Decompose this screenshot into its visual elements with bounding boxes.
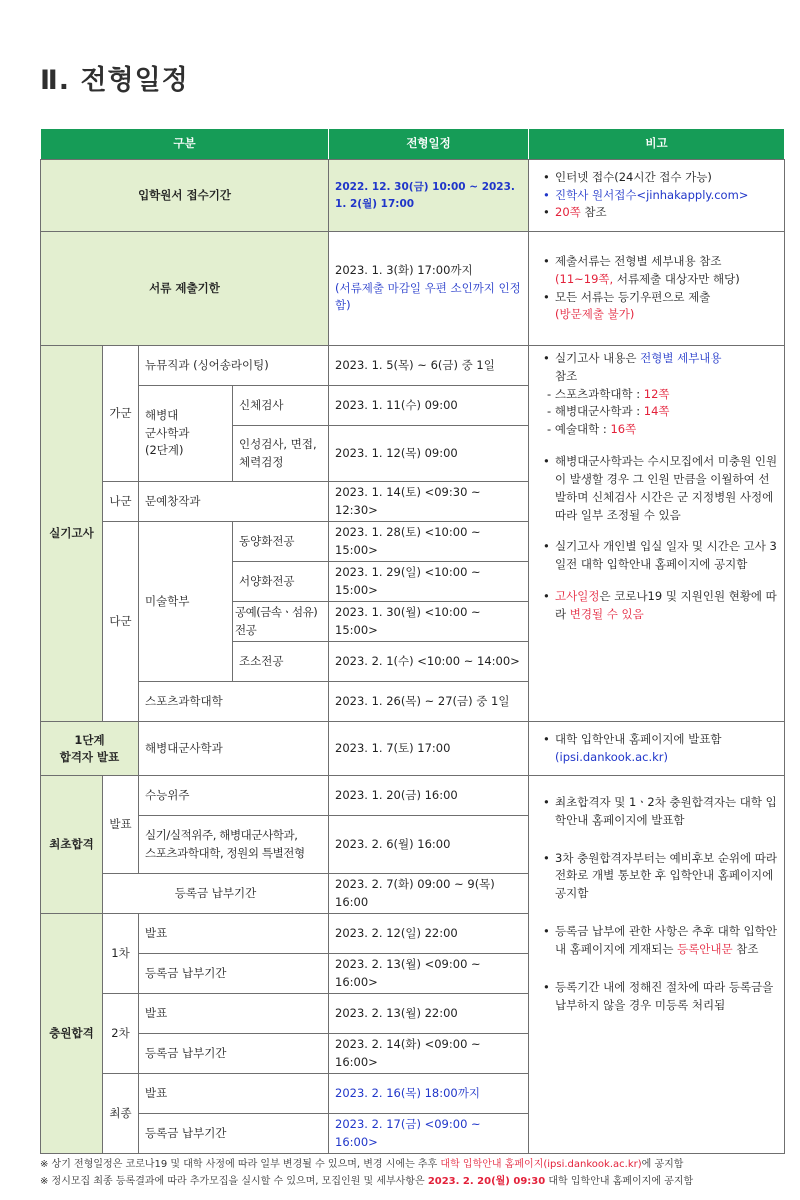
round1-label: 1차 <box>103 914 139 994</box>
western-label: 서양화전공 <box>233 562 329 602</box>
newmusic-label: 뉴뮤직과 (싱어송라이팅) <box>139 346 329 386</box>
final-note-2: • 3차 충원합격자부터는 예비후보 순위에 따라 전화로 개별 통보한 후 입학안내 홈페이지에 공지함 <box>547 850 778 903</box>
docs-date <box>329 232 529 346</box>
footnote-2 <box>40 1173 784 1190</box>
stage1-date: 2023. 1. 7(토) 17:00 <box>329 722 529 776</box>
practical-note-1 <box>547 350 778 386</box>
practical-sub-2-text: 해병대군사학과 : <box>554 404 644 419</box>
header-schedule: 전형일정 <box>329 129 529 160</box>
r2-announce-label: 발표 <box>139 994 329 1034</box>
docs-note-1-pages: (11~19쪽, <box>555 271 614 286</box>
schedule-table <box>40 128 785 1154</box>
header-remarks: 비고 <box>529 129 785 160</box>
others-date: 2023. 2. 6(월) 16:00 <box>329 816 529 874</box>
footnote-1-c: 에 공지함 <box>641 1159 684 1170</box>
r1-announce-label: 발표 <box>139 914 329 954</box>
sculpture-label: 조소전공 <box>233 642 329 682</box>
practical-note-3: • 실기고사 개인별 입실 일자 및 시간은 고사 3일전 대학 입학안내 홈페이지에 공지함 <box>547 538 778 574</box>
practical-sub-3: - 예술대학 : 16쪽 <box>547 422 637 437</box>
final-tuition-label: 등록금 납부기간 <box>103 874 329 914</box>
rf-tuition-label: 등록금 납부기간 <box>139 1114 329 1154</box>
practical-sub-2-page: 14쪽 <box>643 404 670 419</box>
additional-label: 충원합격 <box>41 914 103 1154</box>
practical-sub-1: - 스포츠과학대학 : 12쪽 <box>547 386 670 401</box>
creative-label: 문예창작과 <box>139 482 329 522</box>
eastern-date: 2023. 1. 28(토) <10:00 ~ 15:00> <box>329 522 529 562</box>
interview-label: 인성검사, 면접, 체력검정 <box>233 426 329 482</box>
csat-label: 수능위주 <box>139 776 329 816</box>
stage1-note-1 <box>547 731 778 767</box>
docs-note-1 <box>547 253 778 289</box>
practical-label: 실기고사 <box>41 346 103 722</box>
craft-date: 2023. 1. 30(월) <10:00 ~ 15:00> <box>329 602 529 642</box>
final-note-4: • 등록기간 내에 정해진 절차에 따라 등록금을 납부하지 않을 경우 미등록 처리됨 <box>547 979 778 1015</box>
final-note-3 <box>547 923 778 959</box>
page-title: Ⅱ. 전형일정 <box>40 65 189 96</box>
practical-sub-3-text: 예술대학 : <box>554 422 611 437</box>
others-label: 실기/실적위주, 해병대군사학과, 스포츠과학대학, 정원외 특별전형 <box>139 816 329 874</box>
r1-tuition-date: 2023. 2. 13(월) <09:00 ~ 16:00> <box>329 954 529 994</box>
practical-sub-1-text: 스포츠과학대학 : <box>554 386 644 401</box>
eastern-label: 동양화전공 <box>233 522 329 562</box>
docs-date-line1: 2023. 1. 3(화) 17:00까지 <box>335 262 473 277</box>
apply-note-1: • 인터넷 접수(24시간 접수 가능) <box>547 169 778 187</box>
round-final-label: 최종 <box>103 1074 139 1154</box>
docs-note-2 <box>547 289 778 325</box>
footnote-1-a: ※ 상기 전형일정은 코로나19 및 대학 사정에 따라 일부 변경될 수 있으며, 변경 시에는 추후 <box>40 1159 441 1170</box>
final-note-1: • 최초합격자 및 1ㆍ2차 충원합격자는 대학 입학안내 홈페이지에 발표함 <box>547 794 778 830</box>
sports-label: 스포츠과학대학 <box>139 682 329 722</box>
sculpture-date: 2023. 2. 1(수) <10:00 ~ 14:00> <box>329 642 529 682</box>
sports-date: 2023. 1. 26(목) ~ 27(금) 중 1일 <box>329 682 529 722</box>
creative-date: 2023. 1. 14(토) <09:30 ~ 12:30> <box>329 482 529 522</box>
apply-label: 입학원서 접수기간 <box>41 160 329 232</box>
stage1-label: 1단계 합격자 발표 <box>41 722 139 776</box>
footnotes <box>40 1156 784 1190</box>
group-da: 다군 <box>103 522 139 722</box>
practical-sub-2: - 해병대군사학과 : 14쪽 <box>547 404 670 419</box>
final-tuition-date: 2023. 2. 7(화) 09:00 ~ 9(목) 16:00 <box>329 874 529 914</box>
physical-date: 2023. 1. 11(수) 09:00 <box>329 386 529 426</box>
final-announce-label: 발표 <box>103 776 139 874</box>
footnote-2-a: ※ 정시모집 최종 등록결과에 따라 추가모집을 실시할 수 있으며, 모집인원 및 세부사항은 <box>40 1176 428 1187</box>
group-ga: 가군 <box>103 346 139 482</box>
r2-announce-date: 2023. 2. 13(월) 22:00 <box>329 994 529 1034</box>
stage1-note-text: 대학 입학안내 홈페이지에 발표함 <box>555 731 722 746</box>
practical-note-1-a: 실기고사 내용은 <box>555 351 641 365</box>
western-date: 2023. 1. 29(일) <10:00 ~ 15:00> <box>329 562 529 602</box>
r2-tuition-date: 2023. 2. 14(화) <09:00 ~ 16:00> <box>329 1034 529 1074</box>
interview-date: 2023. 1. 12(목) 09:00 <box>329 426 529 482</box>
final-notes <box>529 776 785 1154</box>
apply-note-page: 20쪽 <box>555 205 581 220</box>
docs-label: 서류 제출기한 <box>41 232 329 346</box>
newmusic-date: 2023. 1. 5(목) ~ 6(금) 중 1일 <box>329 346 529 386</box>
header-category: 구분 <box>41 129 329 160</box>
navy-dept-label: 해병대 군사학과 (2단계) <box>139 386 233 482</box>
csat-date: 2023. 1. 20(금) 16:00 <box>329 776 529 816</box>
apply-note-2: • 진학사 원서접수<jinhakapply.com> <box>547 187 778 205</box>
final-note-3-a: 등록금 납부에 관한 사항은 추후 대학 입학안내 홈페이지에 게재되는 <box>555 924 777 956</box>
apply-date: 2022. 12. 30(금) 10:00 ~ 2023. 1. 2(월) 17:00 <box>329 160 529 232</box>
docs-date-line2: (서류제출 마감일 우편 소인까지 인정함) <box>335 280 521 313</box>
rf-tuition-date: 2023. 2. 17(금) <09:00 ~ 16:00> <box>329 1114 529 1154</box>
practical-sub-1-page: 12쪽 <box>643 386 670 401</box>
docs-note-1-text: 제출서류는 전형별 세부내용 참조 <box>555 253 722 268</box>
rf-announce-label: 발표 <box>139 1074 329 1114</box>
r2-tuition-label: 등록금 납부기간 <box>139 1034 329 1074</box>
footnote-2-date: 2023. 2. 20(월) 09:30 <box>427 1176 546 1187</box>
round2-label: 2차 <box>103 994 139 1074</box>
final-label: 최초합격 <box>41 776 103 914</box>
stage1-note-url: (ipsi.dankook.ac.kr) <box>555 749 669 764</box>
practical-note-4-b: 은 코로나19 및 지원인원 현황에 따라 <box>555 588 777 621</box>
r1-announce-date: 2023. 2. 12(일) 22:00 <box>329 914 529 954</box>
footnote-1 <box>40 1156 784 1173</box>
art-dept-label: 미술학부 <box>139 522 233 682</box>
rf-announce-date: 2023. 2. 16(목) 18:00까지 <box>329 1074 529 1114</box>
docs-notes <box>529 232 785 346</box>
docs-note-2-text: 모든 서류는 등기우편으로 제출 <box>555 289 711 304</box>
practical-note-1-c: 참조 <box>555 368 578 383</box>
craft-label: 공예(금속ㆍ섬유)전공 <box>233 602 329 642</box>
practical-note-1-link: 전형별 세부내용 <box>640 351 722 365</box>
apply-note-ref: 참조 <box>580 205 607 220</box>
apply-notes <box>529 160 785 232</box>
stage1-dept: 해병대군사학과 <box>139 722 329 776</box>
practical-notes <box>529 346 785 722</box>
r1-tuition-label: 등록금 납부기간 <box>139 954 329 994</box>
practical-note-2: • 해병대군사학과는 수시모집에서 미충원 인원이 발생할 경우 그 인원 만큼을 이월하여 선발하며 신체검사 시간은 군 지정병원 사정에 따라 일부 조정될 수 있음 <box>547 453 778 524</box>
final-note-3-b: 등록안내문 <box>677 941 733 956</box>
stage1-notes <box>529 722 785 776</box>
group-na: 나군 <box>103 482 139 522</box>
final-note-3-c: 참조 <box>732 941 759 956</box>
practical-note-4 <box>547 588 778 624</box>
docs-note-1-target: 서류제출 대상자만 해당) <box>613 271 740 286</box>
practical-note-4-c: 변경될 수 있음 <box>569 606 644 621</box>
footnote-2-c: 대학 입학안내 홈페이지에 공지함 <box>545 1176 694 1187</box>
practical-note-4-a: 고사일정 <box>555 588 600 603</box>
footnote-1-link: 대학 입학안내 홈페이지(ipsi.dankook.ac.kr) <box>440 1159 642 1170</box>
apply-note-3 <box>547 204 778 222</box>
docs-note-2-warn: (방문제출 불가) <box>555 307 635 322</box>
physical-label: 신체검사 <box>233 386 329 426</box>
practical-sub-3-page: 16쪽 <box>610 422 637 437</box>
